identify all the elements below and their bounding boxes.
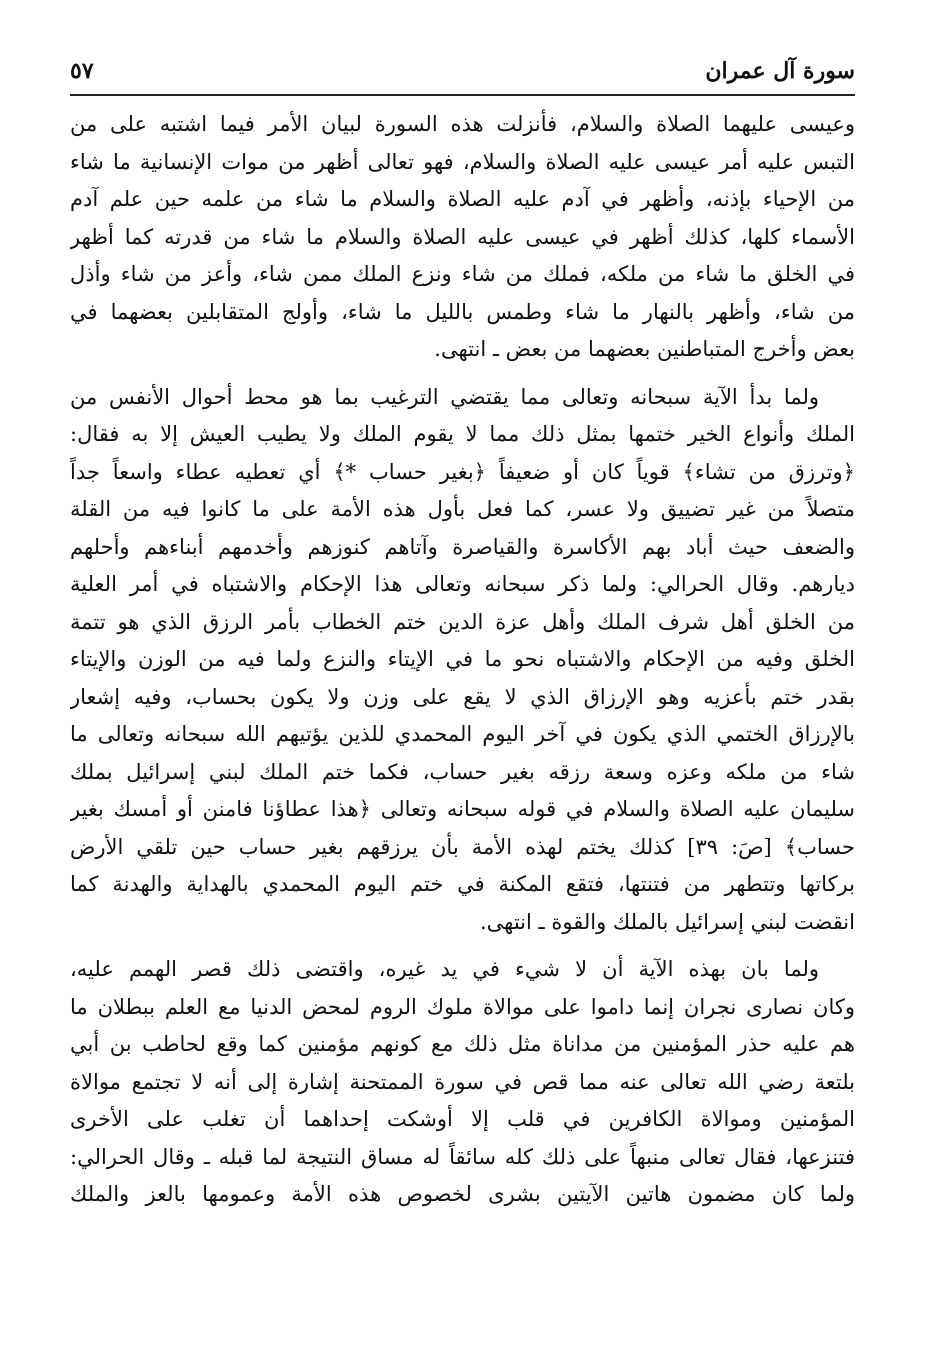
text-line: ولما بدأ الآية سبحانه وتعالى مما يقتضي الترغيب بما هو محط أحوال الأنفس من — [70, 384, 819, 409]
text-line: من الخلق أهل شرف الملك وأهل عزة الدين ختم الخطاب بأمر الرزق الذي هو تتمة — [70, 609, 855, 634]
text-line: التبس عليه أمر عيسى عليه الصلاة والسلام، فهو تعالى أظهر من موات الإنسانية ما شاء — [70, 149, 855, 174]
text-line: ديارهم. وقال الحرالي: ولما ذكر سبحانه وتعالى هذا الإحكام والاشتباه في أمر العلية — [70, 572, 855, 596]
text-line: بلتعة رضي الله تعالى عنه مما قص في سورة الممتحنة إشارة إلى أنه لا تجتمع موالاة — [70, 1069, 855, 1094]
text-line: بالإرزاق الختمي الذي يكون في آخر اليوم المحمدي للذين يؤتيهم الله سبحانه وتعالى ما — [70, 722, 855, 746]
text-line: ﴿وترزق من تشاء﴾ قوياً كان أو ضعيفاً ﴿بغير حساب *﴾ أي تعطيه عطاء واسعاً جداً — [70, 459, 855, 484]
text-line: شاء من ملكه وعزه وسعة رزقه بغير حساب، فكما ختم الملك لبني إسرائيل بملك — [70, 759, 855, 784]
text-line: متصلاً من غير تضييق ولا عسر، كما فعل بأول هذه الأمة على ما كانوا فيه من القلة — [70, 497, 855, 521]
text-line: ولما بان بهذه الآية أن لا شيء في يد غيره، واقتضى ذلك قصر الهمم عليه، — [70, 957, 819, 981]
text-line: الأسماء كلها، كذلك أظهر في عيسى عليه الصلاة والسلام ما شاء من قدرته كما أظهر — [70, 224, 855, 249]
text-line: هم عليه حذر المؤمنين من مداناة مثل ذلك مع كونهم مؤمنين كما وقع لحاطب بن أبي — [70, 1032, 855, 1056]
text-line: فتنزعها، فقال تعالى منبهاً على ذلك كله سائقاً له مساق النتيجة لما قبله ـ وقال الحرالي: — [70, 1144, 855, 1169]
page-number: ٥٧ — [70, 58, 94, 84]
text-line: بركاتها وتتطهر من فتنتها، فتقع المكنة في ختم اليوم المحمدي بالهداية والهدنة كما — [70, 872, 855, 896]
text-line: سليمان عليه الصلاة والسلام في قوله سبحانه وتعالى ﴿هذا عطاؤنا فامنن أو أمسك بغير — [70, 797, 855, 821]
text-line: في الخلق ما شاء من ملكه، فملك من شاء ونزع الملك ممن شاء، وأعز من شاء وأذل — [70, 262, 855, 286]
paragraph-1 — [70, 106, 855, 369]
text-line: الملك وأنواع الخير ختمها بمثل ذلك مما لا يقوم الملك ولا يطيب العيش إلا به فقال: — [70, 422, 855, 446]
running-header — [70, 56, 855, 96]
text-line: بقدر ختم بأعزيه وهو الإرزاق الذي لا يقع على وزن ولا يكون بحساب، وفيه إشعار — [70, 684, 855, 709]
text-line: وكان نصارى نجران إنما داموا على موالاة ملوك الروم لمحض الدنيا مع العلم ببطلان ما — [70, 994, 855, 1019]
text-line: من الإحياء بإذنه، وأظهر في آدم عليه الصلاة والسلام ما شاء من علمه حين علم آدم — [70, 187, 855, 211]
text-line: من شاء، وأظهر بالنهار ما شاء وطمس بالليل ما شاء، وأولج المتقابلين بعضهما في — [70, 299, 855, 324]
text-line: والضعف حيث أباد بهم الأكاسرة والقياصرة وآتاهم كنوزهم وأخدمهم أبناءهم وأحلهم — [70, 534, 855, 559]
text-line: انقضت لبني إسرائيل بالملك والقوة ـ انتهى. — [479, 909, 855, 934]
text-line: بعض وأخرج المتباطنين بعضهما من بعض ـ انتهى. — [434, 337, 855, 361]
text-line: الخلق وفيه من الإحكام والاشتباه نحو ما في الإيتاء والنزع ولما فيه من الوزن والإيتاء — [70, 647, 855, 671]
paragraph-2 — [70, 379, 855, 942]
body-text — [70, 106, 855, 1214]
text-line: حساب﴾ [صَ: ٣٩] كذلك يختم لهذه الأمة بأن يرزقهم بغير حساب حين تلقي الأرض — [70, 834, 855, 859]
text-line: المؤمنين وموالاة الكافرين في قلب إلا أوشكت إحداهما أن تغلب على الأخرى — [70, 1107, 855, 1131]
text-line: وعيسى عليهما الصلاة والسلام، فأنزلت هذه السورة لبيان الأمر فيما اشتبه على من — [70, 112, 855, 136]
surah-title: سورة آل عمران — [705, 58, 855, 84]
paragraph-3 — [70, 951, 855, 1214]
text-line: ولما كان مضمون هاتين الآيتين بشرى لخصوص هذه الأمة وعمومها بالعز والملك — [70, 1182, 855, 1206]
